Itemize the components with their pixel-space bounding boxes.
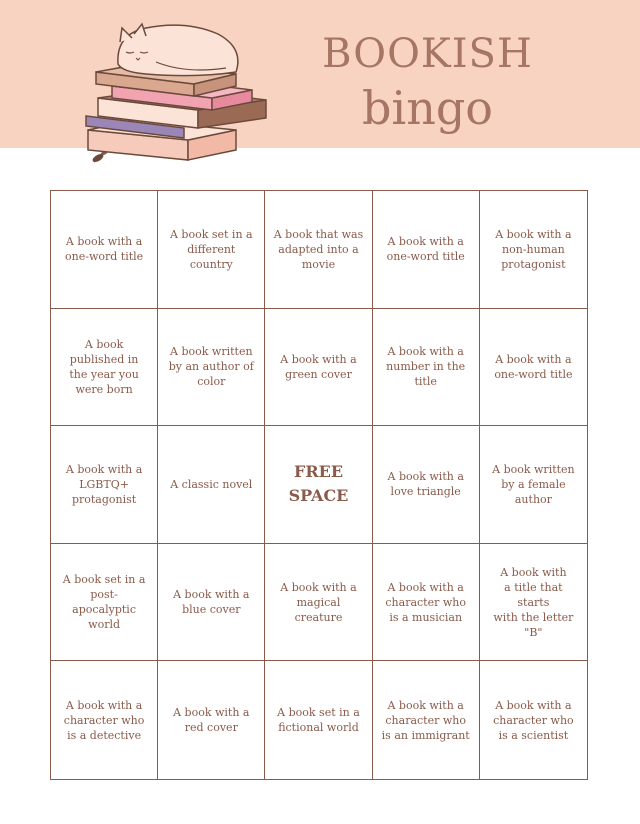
bingo-grid <box>50 190 588 780</box>
bingo-cell[interactable]: A book with a character who is a musician <box>373 544 480 662</box>
bingo-cell[interactable]: A book set in a different country <box>158 191 265 309</box>
bingo-cell[interactable]: A book with a love triangle <box>373 426 480 544</box>
bingo-cell[interactable]: A book with a character who is a scientist <box>493 698 574 742</box>
free-space-cell[interactable]: FREE SPACE <box>265 426 372 544</box>
bingo-cell[interactable]: A book with a red cover <box>158 661 265 779</box>
bingo-cell[interactable]: A book with a number in the title <box>373 309 480 427</box>
sleeping-cat-on-books-icon <box>76 12 276 172</box>
bingo-cell[interactable]: A book set in a fictional world <box>265 661 372 779</box>
title-bookish: BOOKISH <box>322 31 533 77</box>
bingo-cell[interactable]: A book written by a female author <box>480 426 587 544</box>
bingo-cell[interactable]: A book written by an author of color <box>158 309 265 427</box>
bingo-cell[interactable]: A book with a one-word title <box>373 191 480 309</box>
bingo-cell[interactable]: A book published in the year you were born <box>51 309 158 427</box>
bingo-cell[interactable]: A book with a LGBTQ+ protagonist <box>51 426 158 544</box>
bingo-cell[interactable]: A book with a character who is an immigrant <box>373 661 480 779</box>
bingo-cell[interactable]: A book with a non-human protagonist <box>480 191 587 309</box>
bingo-cell[interactable]: A book with a character who is a detective <box>51 661 158 779</box>
bingo-cell[interactable]: A classic novel <box>158 426 265 544</box>
bingo-cell[interactable]: A book with a blue cover <box>158 544 265 662</box>
bingo-cell[interactable]: A book that was adapted into a movie <box>265 191 372 309</box>
bingo-cell[interactable]: A book with a title that starts with the letter "B" <box>480 544 587 662</box>
bingo-cell[interactable]: A book with a magical creature <box>265 544 372 662</box>
bingo-cell[interactable]: A book with a green cover <box>265 309 372 427</box>
bingo-cell[interactable]: A book with a one-word title <box>51 191 158 309</box>
bingo-cell[interactable]: A book set in a post-apocalyptic world <box>51 544 158 662</box>
bingo-cell[interactable]: A book with a one-word title <box>480 309 587 427</box>
title-bingo: bingo <box>362 81 493 135</box>
